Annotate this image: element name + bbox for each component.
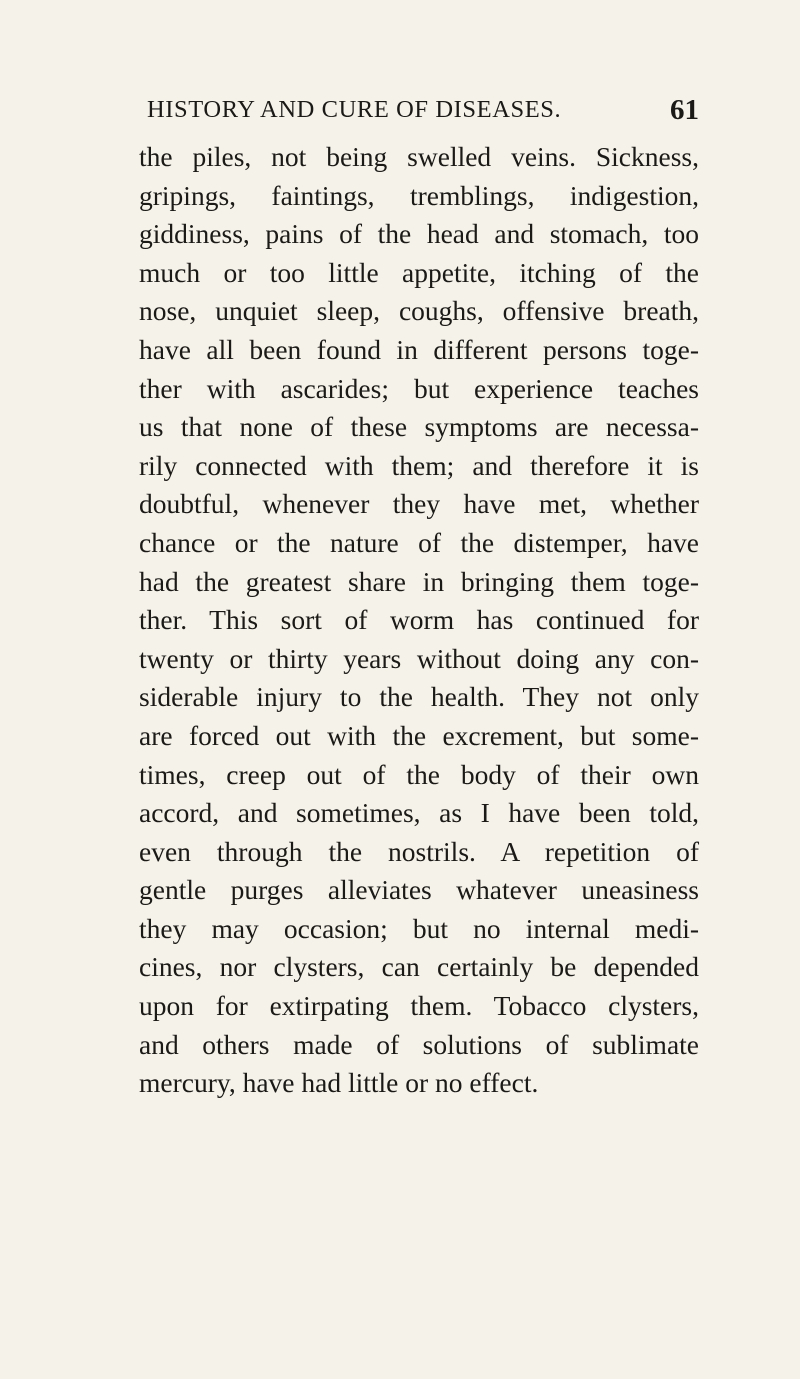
- text-line: giddiness, pains of the head and stomach, too: [139, 218, 699, 250]
- text-line: accord, and sometimes, as I have been told,: [139, 797, 699, 829]
- running-title: HISTORY AND CURE OF DISEASES.: [147, 96, 562, 123]
- body-text: [139, 138, 699, 1103]
- text-line: they may occasion; but no internal medi-: [139, 912, 699, 944]
- text-line: and others made of solutions of sublimate: [139, 1028, 699, 1060]
- running-head: [139, 90, 699, 130]
- text-line: gentle purges alleviates whatever uneasiness: [139, 874, 699, 906]
- text-line: cines, nor clysters, can certainly be depended: [139, 951, 699, 983]
- text-line: chance or the nature of the distemper, have: [139, 526, 699, 558]
- text-line: the piles, not being swelled veins. Sickness,: [139, 141, 699, 172]
- text-line: have all been found in different persons toge-: [139, 333, 699, 365]
- text-line: mercury, have had little or no effect.: [139, 1067, 539, 1099]
- text-line: ther. This sort of worm has continued for: [139, 604, 699, 636]
- text-line: us that none of these symptoms are necessa-: [139, 411, 699, 443]
- text-line: ther with ascarides; but experience teaches: [139, 372, 699, 404]
- text-line: gripings, faintings, tremblings, indigestion,: [139, 179, 699, 211]
- text-line: twenty or thirty years without doing any con-: [139, 642, 699, 674]
- text-line: siderable injury to the health. They not only: [139, 681, 699, 713]
- text-line: much or too little appetite, itching of the: [139, 256, 699, 288]
- page-number: 61: [670, 94, 699, 126]
- text-line: doubtful, whenever they have met, whether: [139, 488, 699, 520]
- text-line: nose, unquiet sleep, coughs, offensive breath,: [139, 295, 699, 327]
- text-line: rily connected with them; and therefore it is: [139, 449, 699, 481]
- text-line: upon for extirpating them. Tobacco clysters,: [139, 990, 699, 1022]
- text-line: are forced out with the excrement, but some-: [139, 719, 699, 751]
- text-line: even through the nostrils. A repetition of: [139, 835, 699, 867]
- text-line: had the greatest share in bringing them toge-: [139, 565, 699, 597]
- text-line: times, creep out of the body of their own: [139, 758, 699, 790]
